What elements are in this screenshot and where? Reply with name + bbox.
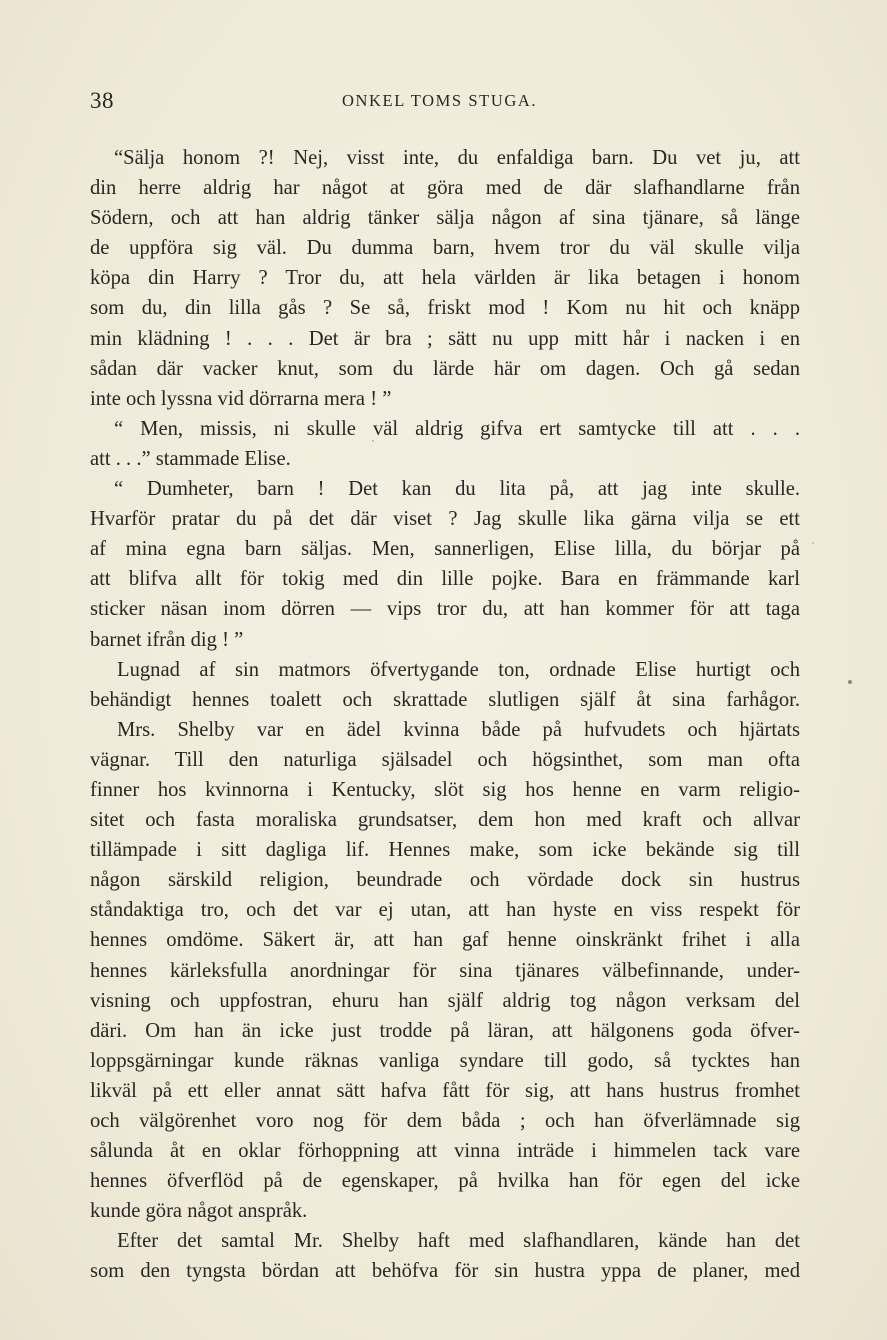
text-line: sålunda åt en oklar förhoppning att vinna inträde i himmelen tack vare: [90, 1140, 800, 1163]
paper-speck: [848, 680, 852, 684]
text-line: ståndaktiga tro, och det var ej utan, att han hyste en viss respekt för: [90, 899, 800, 922]
text-line: hennes omdöme. Säkert är, att han gaf henne oinskränkt frihet i alla: [90, 929, 800, 952]
page-header: [90, 88, 800, 118]
text-line: behändigt hennes toalett och skrattade slutligen själf åt sina farhågor.: [90, 688, 800, 711]
body-text: [90, 143, 800, 1287]
text-line: däri. Om han än icke just trodde på läran, att hälgonens goda öfver-: [90, 1019, 800, 1042]
text-line: loppsgärningar kunde räknas vanliga syndare till godo, så tycktes han: [90, 1049, 800, 1072]
text-line: “Sälja honom ?! Nej, visst inte, du enfaldiga barn. Du vet ju, att: [114, 147, 800, 169]
text-line: barnet ifrån dig ! ”: [90, 628, 244, 651]
text-line: din herre aldrig har något at göra med de där slafhandlarne från: [90, 177, 800, 200]
text-line: sådan där vacker knut, som du lärde här om dagen. Och gå sedan: [90, 357, 800, 380]
text-line: som den tyngsta bördan att behöfva för sin hustra yppa de planer, med: [90, 1260, 800, 1283]
text-line: och välgörenhet voro nog för dem båda ; och han öfverlämnade sig: [90, 1110, 800, 1132]
text-line: de uppföra sig väl. Du dumma barn, hvem tror du väl skulle vilja: [90, 237, 800, 260]
text-line: att . . .” stammade Elise.: [90, 447, 291, 470]
text-line: “ Men, missis, ni skulle väl aldrig gifva ert samtycke till att . . .: [114, 417, 800, 440]
text-line: visning och uppfostran, ehuru han själf aldrig tog någon verksam del: [90, 989, 800, 1012]
text-line: af mina egna barn säljas. Men, sannerligen, Elise lilla, du börjar på: [90, 538, 800, 561]
text-line: finner hos kvinnorna i Kentucky, slöt sig hos henne en varm religio-: [90, 778, 800, 801]
text-line: kunde göra något anspråk.: [90, 1200, 308, 1223]
text-line: vägnar. Till den naturliga själsadel och högsinthet, som man ofta: [90, 748, 800, 771]
text-line: Mrs. Shelby var en ädel kvinna både på hufvudets och hjärtats: [117, 718, 800, 741]
text-line: likväl på ett eller annat sätt hafva fått för sig, att hans hustrus fromhet: [90, 1079, 800, 1102]
text-line: sitet och fasta moraliska grundsatser, dem hon med kraft och allvar: [90, 809, 800, 832]
text-line: min klädning ! . . . Det är bra ; sätt nu upp mitt hår i nacken i en: [90, 327, 800, 350]
text-line: som du, din lilla gås ? Se så, friskt mod ! Kom nu hit och knäpp: [90, 297, 800, 320]
paper-speck: [372, 440, 374, 442]
text-line: tillämpade i sitt dagliga lif. Hennes make, som icke bekände sig till: [90, 839, 800, 862]
text-line: Lugnad af sin matmors öfvertygande ton, ordnade Elise hurtigt och: [117, 658, 800, 681]
text-line: Hvarför pratar du på det där viset ? Jag skulle lika gärna vilja se ett: [90, 508, 800, 531]
text-line: köpa din Harry ? Tror du, att hela världen är lika betagen i honom: [90, 267, 800, 290]
text-line: att blifva allt för tokig med din lille pojke. Bara en främmande karl: [90, 568, 800, 591]
page-number: 38: [90, 88, 114, 113]
text-line: hennes öfverflöd på de egenskaper, på hvilka han för egen del icke: [90, 1170, 800, 1193]
running-head: ONKEL TOMS STUGA.: [342, 91, 538, 110]
text-line: sticker näsan inom dörren — vips tror du, att han kommer för att taga: [90, 598, 800, 621]
text-line: inte och lyssna vid dörrarna mera ! ”: [90, 387, 392, 410]
text-line: Efter det samtal Mr. Shelby haft med slafhandlaren, kände han det: [117, 1230, 800, 1253]
paper-speck: [812, 542, 814, 544]
text-line: Södern, och att han aldrig tänker sälja någon af sina tjänare, så länge: [90, 207, 800, 230]
text-line: hennes kärleksfulla anordningar för sina tjänares välbefinnande, under-: [90, 959, 800, 982]
text-line: “ Dumheter, barn ! Det kan du lita på, att jag inte skulle.: [114, 478, 800, 501]
text-line: någon särskild religion, beundrade och vördade dock sin hustrus: [90, 869, 800, 892]
